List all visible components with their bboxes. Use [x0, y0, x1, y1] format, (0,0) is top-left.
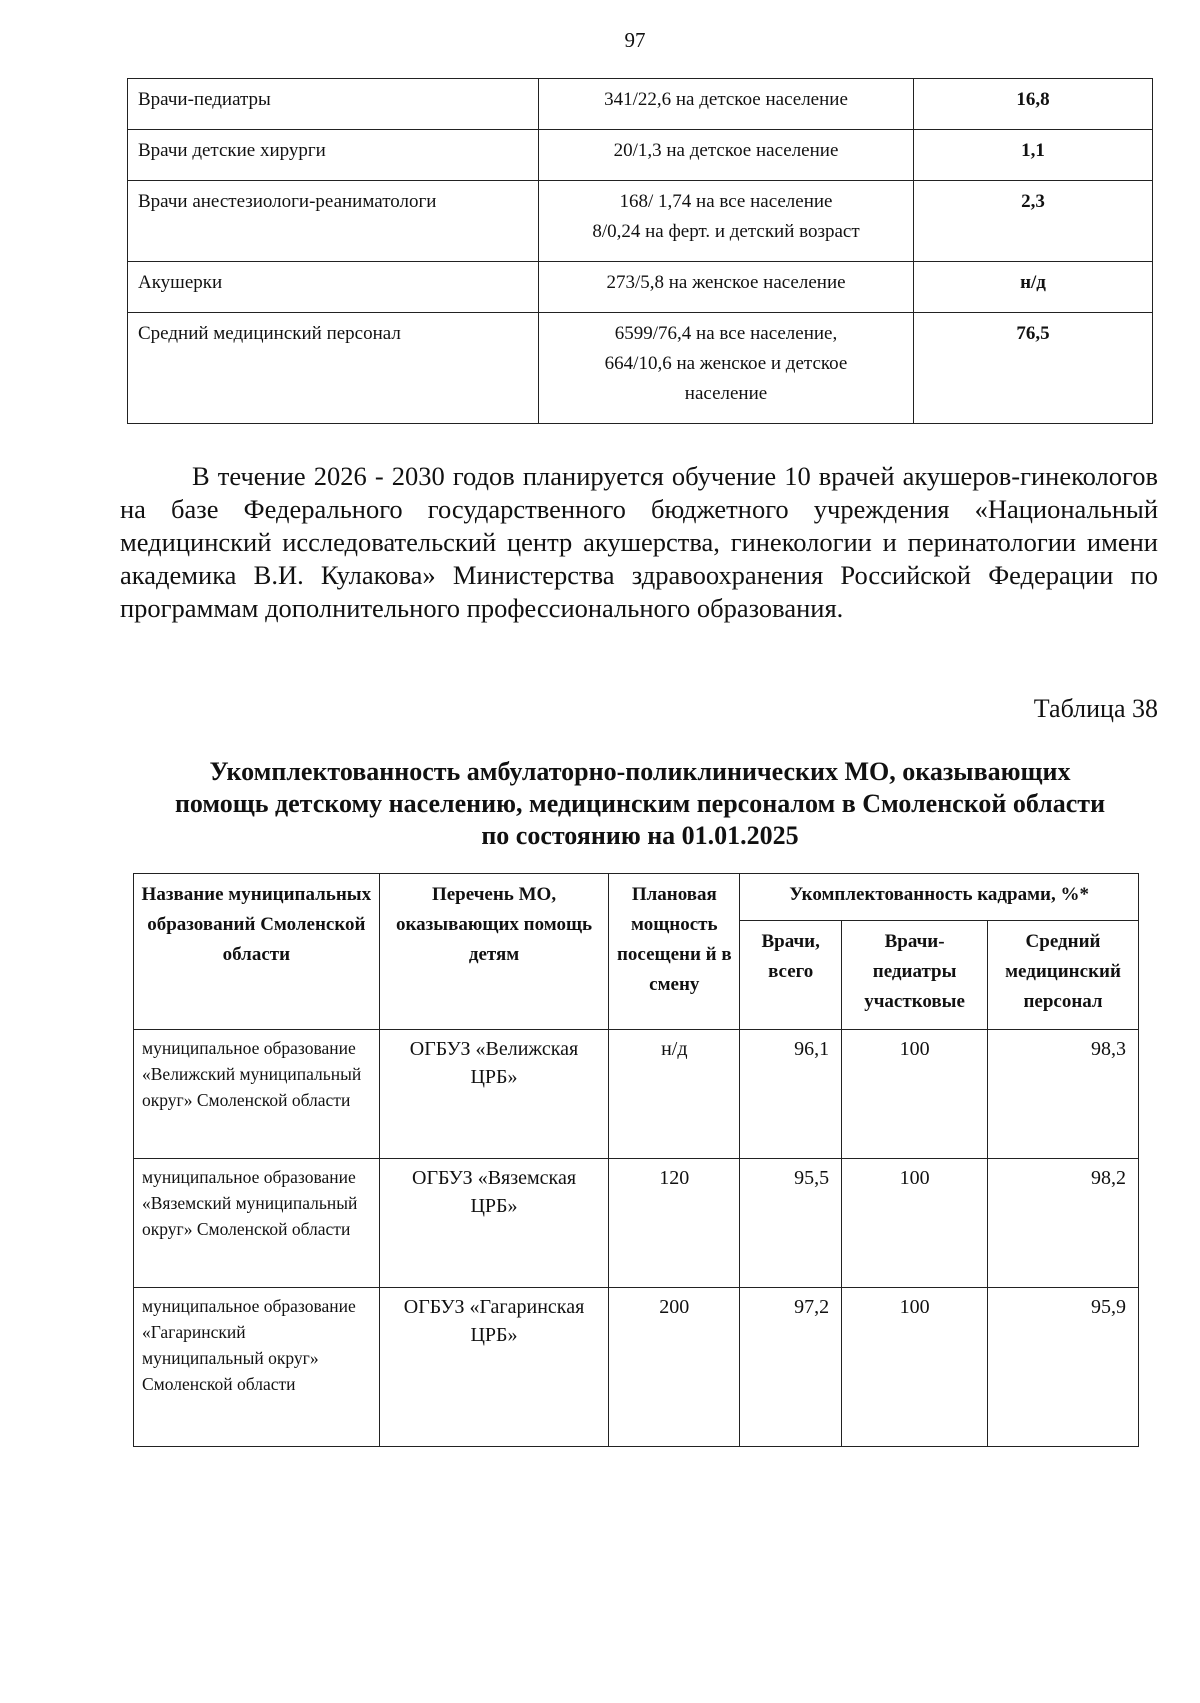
cell-doctors: 96,1	[740, 1030, 842, 1159]
value-line: 8/0,24 на ферт. и детский возраст	[592, 221, 860, 242]
table-row	[128, 313, 1153, 424]
page-number: 97	[624, 28, 646, 52]
table-row	[128, 262, 1153, 313]
staff-table	[127, 78, 1153, 424]
header-capacity: Плановая мощность посещени й в смену	[609, 874, 740, 1030]
cell-doctors: 97,2	[740, 1288, 842, 1447]
table-row	[134, 1288, 1139, 1447]
cell-nurses: 98,2	[988, 1159, 1139, 1288]
staffing-table-38	[133, 873, 1139, 1447]
title-line: Укомплектованность амбулаторно-поликлинических МО, оказывающих	[209, 757, 1071, 786]
body-paragraph: В течение 2026 - 2030 годов планируется обучение 10 врачей акушеров-гинекологов на базе Федерального государственного бюджетного учреждения «Национальный медицинский исследовательский центр акушерства, гинекологии и перинатологии имени академика В.И. Кулакова» Министерства здравоохранения Российской Федерации по программам дополнительного профессионального образования.	[120, 461, 1158, 623]
header-staffing: Укомплектованность кадрами, %*	[740, 874, 1139, 921]
cell-pediatricians: 100	[842, 1030, 988, 1159]
staff-rate: 1,1	[914, 130, 1153, 181]
staff-rate: 2,3	[914, 181, 1153, 262]
staff-value	[539, 262, 914, 313]
staff-rate: 76,5	[914, 313, 1153, 424]
table-row	[128, 130, 1153, 181]
cell-mo: ОГБУЗ «Вяземская ЦРБ»	[379, 1159, 609, 1288]
value-line: 20/1,3 на детское население	[613, 140, 839, 161]
staff-name: Акушерки	[128, 262, 539, 313]
cell-mo: ОГБУЗ «Велижская ЦРБ»	[379, 1030, 609, 1159]
staff-rate: 16,8	[914, 79, 1153, 130]
staff-rate: н/д	[914, 262, 1153, 313]
cell-capacity: н/д	[609, 1030, 740, 1159]
title-line: по состоянию на 01.01.2025	[481, 821, 799, 850]
table-row	[134, 1159, 1139, 1288]
staff-value	[539, 181, 914, 262]
cell-mo: ОГБУЗ «Гагаринская ЦРБ»	[379, 1288, 609, 1447]
value-line: 273/5,8 на женское население	[606, 272, 846, 293]
staff-value	[539, 130, 914, 181]
cell-doctors: 95,5	[740, 1159, 842, 1288]
staff-name: Средний медицинский персонал	[128, 313, 539, 424]
cell-municipality: муниципальное образование «Гагаринский муниципальный округ» Смоленской области	[134, 1288, 380, 1447]
header-municipality: Название муниципальных образований Смоленской области	[134, 874, 380, 1030]
table-title	[90, 756, 1190, 852]
staff-name: Врачи-педиатры	[128, 79, 539, 130]
staff-name: Врачи анестезиологи-реаниматологи	[128, 181, 539, 262]
table-label: Таблица 38	[1033, 694, 1158, 723]
header-mo-list: Перечень МО, оказывающих помощь детям	[379, 874, 609, 1030]
cell-municipality: муниципальное образование «Велижский муниципальный округ» Смоленской области	[134, 1030, 380, 1159]
table-row	[128, 181, 1153, 262]
cell-pediatricians: 100	[842, 1159, 988, 1288]
table-row	[128, 79, 1153, 130]
table-row	[134, 1030, 1139, 1159]
value-line: население	[684, 383, 768, 404]
value-line: 664/10,6 на женское и детское	[604, 353, 848, 374]
header-nurses: Средний медицинский персонал	[988, 921, 1139, 1030]
cell-municipality: муниципальное образование «Вяземский муниципальный округ» Смоленской области	[134, 1159, 380, 1288]
cell-nurses: 98,3	[988, 1030, 1139, 1159]
staff-name: Врачи детские хирурги	[128, 130, 539, 181]
cell-capacity: 120	[609, 1159, 740, 1288]
header-doctors-total: Врачи, всего	[740, 921, 842, 1030]
cell-nurses: 95,9	[988, 1288, 1139, 1447]
header-row	[134, 874, 1139, 921]
staff-value	[539, 79, 914, 130]
header-pediatricians: Врачи-педиатры участковые	[842, 921, 988, 1030]
cell-pediatricians: 100	[842, 1288, 988, 1447]
value-line: 341/22,6 на детское население	[604, 89, 848, 110]
value-line: 6599/76,4 на все население,	[614, 323, 838, 344]
value-line: 168/ 1,74 на все население	[619, 191, 833, 212]
staff-value	[539, 313, 914, 424]
title-line: помощь детскому населению, медицинским персоналом в Смоленской области	[174, 789, 1106, 818]
cell-capacity: 200	[609, 1288, 740, 1447]
